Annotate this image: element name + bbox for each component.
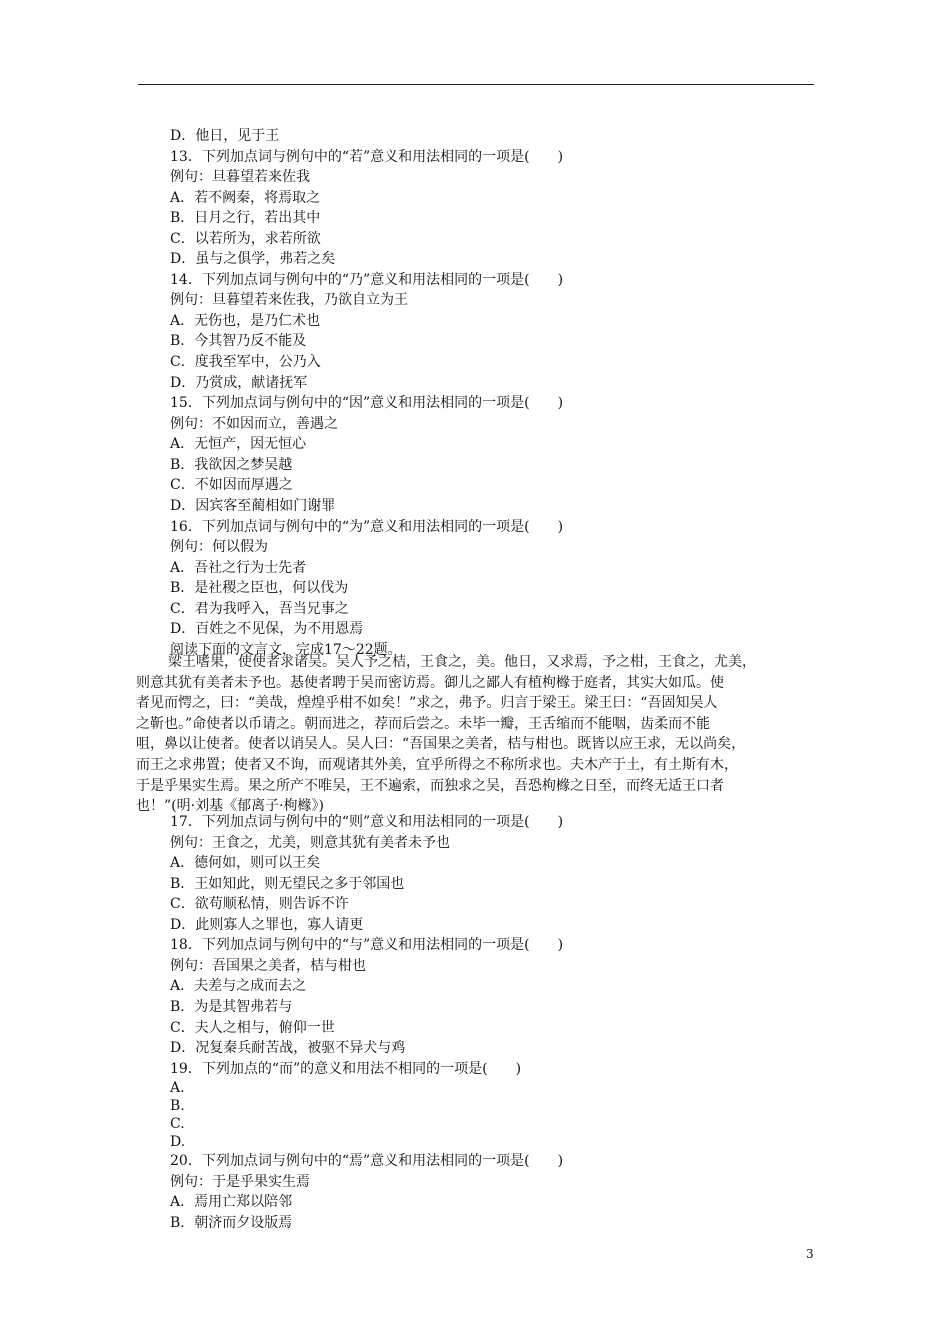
passage-line: 也！”(明·刘基《郁离子·枸橼》) xyxy=(136,798,324,815)
question-17: 17．下列加点词与例句中的“则”意义和用法相同的一项是( ) xyxy=(170,814,564,830)
option-line: C．以若所为，求若所欲 xyxy=(170,230,321,247)
example-line: 例句：旦暮望若来佐我 xyxy=(170,169,310,185)
option-line: D．因宾客至蔺相如门谢罪 xyxy=(170,498,336,515)
question-19: 19．下列加点的“而”的意义和用法不相同的一项是( ) xyxy=(170,1060,522,1077)
option-line: A．无伤也，是乃仁术也 xyxy=(170,312,321,329)
question-15: 15．下列加点词与例句中的“因”意义和用法相同的一项是( ) xyxy=(170,395,564,412)
questions-upper xyxy=(170,126,820,661)
option-line: B．是社稷之臣也，何以伐为 xyxy=(170,580,349,597)
question-18: 18．下列加点词与例句中的“与”意义和用法相同的一项是( ) xyxy=(170,937,564,954)
passage-line: 于是乎果实生焉。果之所产不唯吴，王不遍索，而独求之吴，吾恐枸橼之日至，而终无适王口者 xyxy=(136,777,724,794)
reading-instruction: 阅读下面的文言文，完成17～22题。 xyxy=(170,642,402,658)
questions-lower xyxy=(170,812,820,1233)
header-rule xyxy=(138,84,814,85)
option-line: A．德何如，则可以王矣 xyxy=(170,855,321,871)
option-line: A．若不阙秦，将焉取之 xyxy=(170,189,321,206)
question-13: 13．下列加点词与例句中的“若”意义和用法相同的一项是( ) xyxy=(170,148,564,165)
option-line: B．我欲因之梦吴越 xyxy=(170,456,293,473)
option-line: B．今其智乃反不能及 xyxy=(170,333,307,350)
option-line: C．不如因而厚遇之 xyxy=(170,477,293,494)
option-line: D．此则寡人之罪也，寡人请更 xyxy=(170,916,364,933)
option-line: B．日月之行，若出其中 xyxy=(170,210,321,227)
option-line: C．夫人之相与，俯仰一世 xyxy=(170,1019,335,1036)
passage-line: 者见而愕之，曰：“美哉，煌煌乎柑不如矣！”求之，弗予。归言于梁王。梁王曰：“吾固知吴人 xyxy=(136,695,718,712)
example-line: 例句：王食之，尤美，则意其犹有美者未予也 xyxy=(170,834,450,851)
example-line: 例句：吾国果之美者，桔与柑也 xyxy=(170,957,366,974)
option-line: B．王如知此，则无望民之多于邻国也 xyxy=(170,875,405,892)
passage-line: 之靳也。”命使者以币请之。朝而进之，荐而后尝之。未毕一瓣，王舌缩而不能咽，齿柔而不能 xyxy=(136,715,711,732)
question-16: 16．下列加点词与例句中的“为”意义和用法相同的一项是( ) xyxy=(170,518,564,535)
option-line: C. xyxy=(170,1116,185,1133)
example-line: 例句：何以假为 xyxy=(170,539,268,556)
question-14: 14．下列加点词与例句中的“乃”意义和用法相同的一项是( ) xyxy=(170,271,564,288)
passage-line: 则意其犹有美者未予也。惎使者聘于吴而密访焉。御儿之鄙人有植枸橼于庭者，其实大如瓜。使 xyxy=(136,674,724,691)
option-line: D. xyxy=(170,1134,186,1151)
option-line: B．为是其智弗若与 xyxy=(170,998,293,1015)
option-line: A．焉用亡郑以陪邻 xyxy=(170,1194,293,1211)
option-line: D．乃赏成，献诸抚军 xyxy=(170,374,308,391)
option-line: A．夫差与之成而去之 xyxy=(170,978,307,995)
option-line: C．君为我呼入，吾当兄事之 xyxy=(170,600,349,617)
option-line: A. xyxy=(170,1080,185,1097)
passage-line: 而王之求弗置；使者又不询，而观诸其外美，宜乎所得之不称所求也。夫木产于土，有土斯有木， xyxy=(136,756,738,773)
option-line: B．朝济而夕设版焉 xyxy=(170,1214,293,1231)
option-line: C．度我至军中，公乃入 xyxy=(170,354,321,371)
option-line: D．百姓之不见保，为不用恩焉 xyxy=(170,621,364,638)
example-line: 例句：于是乎果实生焉 xyxy=(170,1173,310,1190)
classical-passage xyxy=(136,652,818,817)
example-line: 例句：不如因而立，善遇之 xyxy=(170,415,338,432)
example-line: 例句：旦暮望若来佐我，乃欲自立为王 xyxy=(170,292,408,309)
question-20: 20．下列加点词与例句中的“焉”意义和用法相同的一项是( ) xyxy=(170,1153,564,1170)
option-line: C．欲苟顺私情，则告诉不许 xyxy=(170,896,349,913)
option-line: A．吾社之行为士先者 xyxy=(170,559,307,576)
option-line: D．虽与之俱学，弗若之矣 xyxy=(170,251,336,268)
passage-line: 咀，鼻以让使者。使者以诮吴人。吴人曰：“吾国果之美者，桔与柑也。既皆以应王求，无以尚矣， xyxy=(136,736,746,753)
text-line: D．他日，见于王 xyxy=(170,128,280,144)
page-number: 3 xyxy=(806,1247,814,1261)
passage-line: 梁王嗜果，使使者求诸吴。吴人予之桔，王食之，美。他日，又求焉，予之柑，王食之，尤美， xyxy=(168,654,756,670)
option-line: A．无恒产，因无恒心 xyxy=(170,436,307,453)
option-line: D．况复秦兵耐苦战，被驱不异犬与鸡 xyxy=(170,1040,406,1057)
option-line: B. xyxy=(170,1098,185,1115)
